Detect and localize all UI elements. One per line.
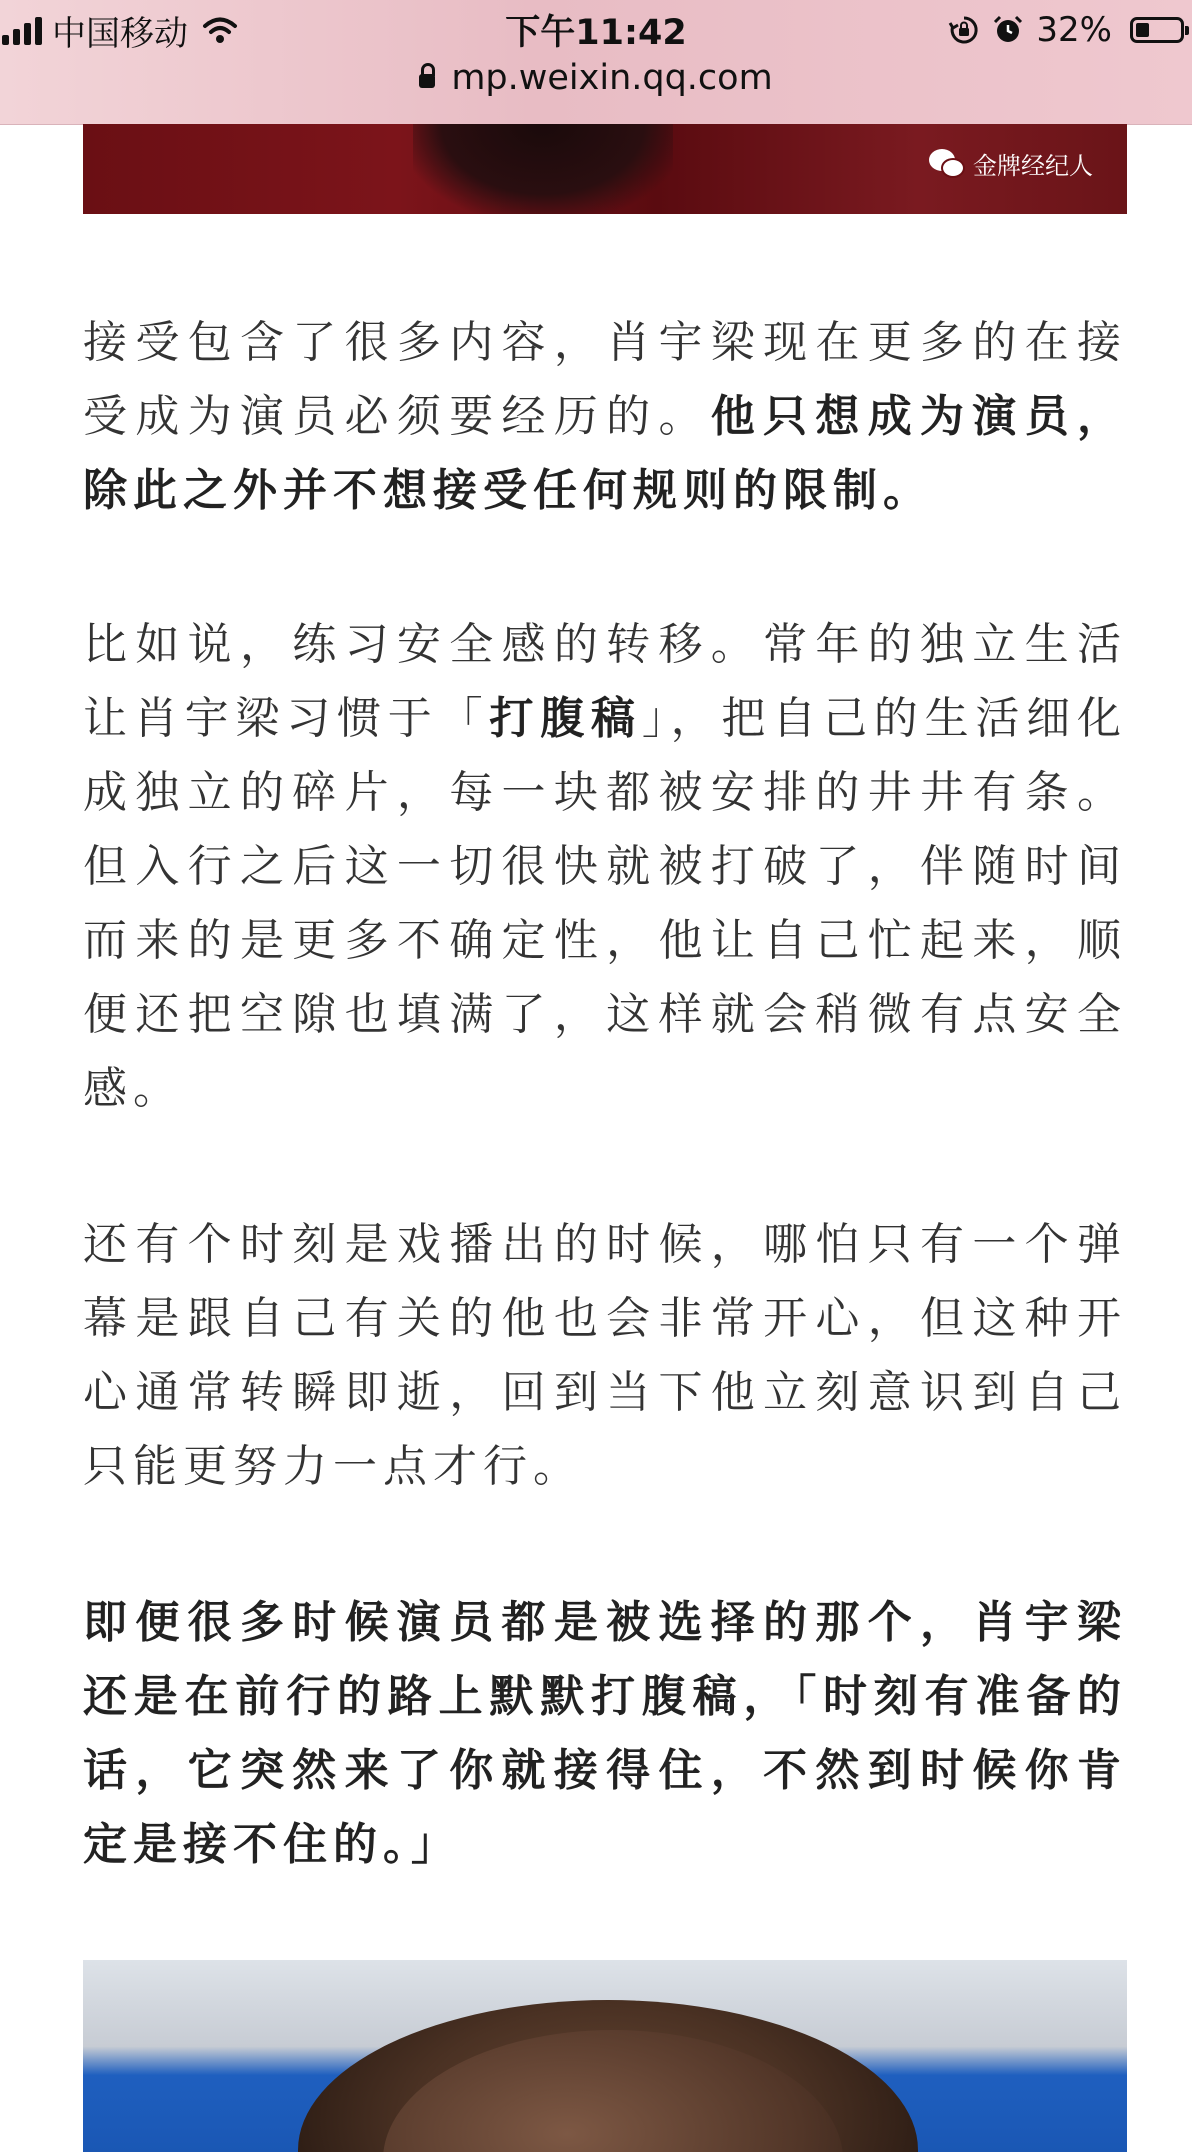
orientation-lock-icon	[948, 14, 980, 46]
url-text: mp.weixin.qq.com	[451, 58, 773, 98]
url-bar[interactable]	[0, 58, 1192, 98]
paragraph-4: 即便很多时候演员都是被选择的那个，肖宇梁还是在前行的路上默默打腹稿，「时刻有准备的话，它突然来了你就接得住，不然到时候你肯定是接不住的。」	[83, 1597, 1127, 1870]
paragraph-1-text: 接受包含了很多内容，肖宇梁现在更多的在接受成为演员必须要经历的。	[83, 317, 1127, 442]
paragraph-3: 还有个时刻是戏播出的时候，哪怕只有一个弹幕是跟自己有关的他也会非常开心，但这种开心通常转瞬即逝，回到当下他立刻意识到自己只能更努力一点才行。	[83, 1219, 1127, 1492]
battery-icon	[1130, 17, 1184, 43]
paragraph-2	[83, 608, 1127, 1126]
article-image-top	[83, 124, 1127, 214]
paragraph-2-bold: 打腹稿	[489, 693, 642, 744]
browser-top-bar	[0, 0, 1192, 125]
watermark-text: 金牌经纪人	[973, 152, 1093, 180]
wechat-icon	[929, 149, 965, 179]
paragraph-2-text-b: 」，把自己的生活细化成独立的碎片，每一块都被安排的井井有条。但入行之后这一切很快就被打破了，伴随时间而来的是更多不确定性，他让自己忙起来，顺便还把空隙也填满了，这样就会稍微有点安全感。	[83, 693, 1128, 1114]
paragraph-1	[83, 306, 1127, 528]
status-bar-right	[948, 8, 1184, 52]
image-watermark	[929, 146, 1093, 181]
battery-percent: 32%	[1036, 10, 1112, 50]
lock-icon	[419, 74, 435, 88]
carrier-label: 中国移动	[52, 13, 188, 54]
paragraph-2-text-a: 比如说，练习安全感的转移。常年的独立生活让肖宇梁习惯于「	[83, 619, 1127, 744]
status-bar-time: 下午11:42	[505, 13, 687, 53]
article-image-bottom	[83, 1960, 1127, 2152]
paragraph-1-bold: 他只想成为演员，除此之外并不想接受任何规则的限制。	[83, 391, 1128, 516]
alarm-icon	[992, 14, 1024, 46]
